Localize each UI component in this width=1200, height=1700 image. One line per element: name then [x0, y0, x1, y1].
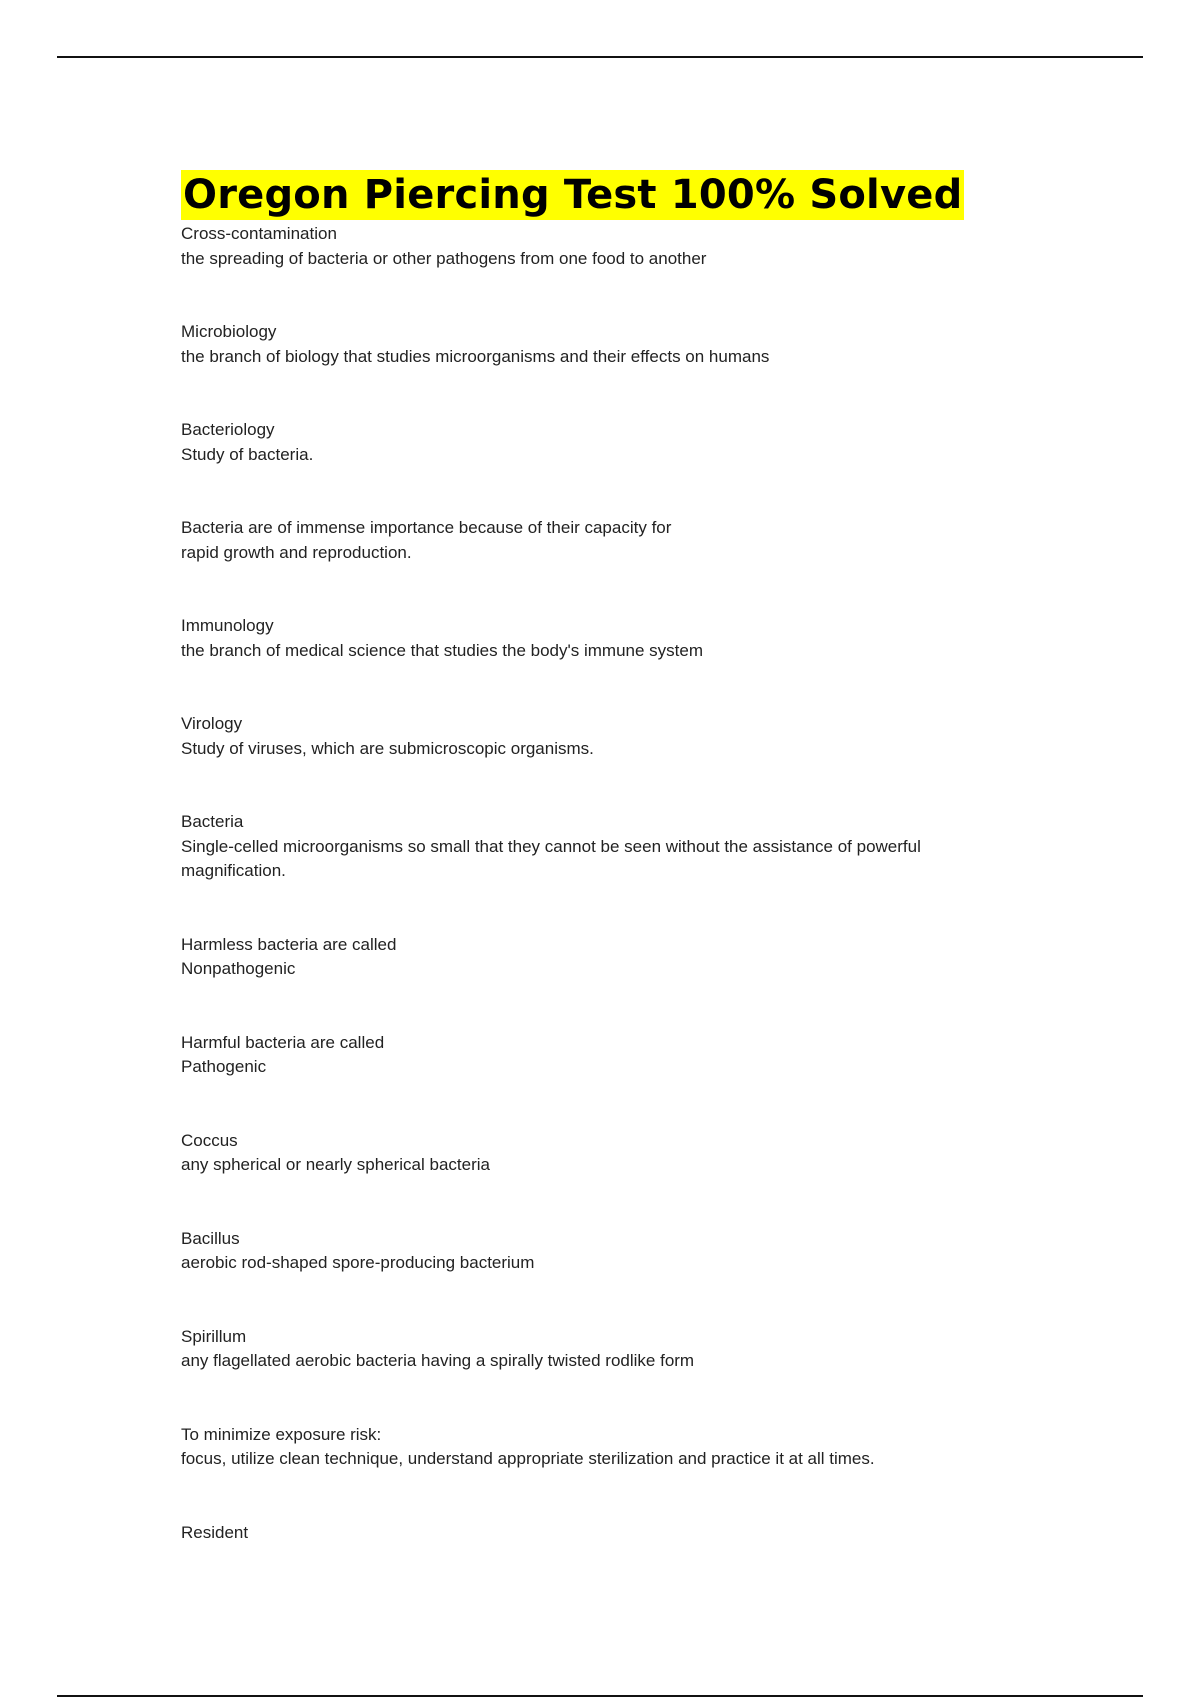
definition-text: the branch of biology that studies microorganisms and their effects on humans — [181, 346, 770, 366]
definition-text: Nonpathogenic — [181, 959, 296, 978]
definition-text: Study of viruses, which are submicroscopic organisms. — [181, 738, 594, 758]
definition-text: focus, utilize clean technique, understand appropriate sterilization and practice it at all times. — [181, 1449, 875, 1468]
definition-text: aerobic rod-shaped spore-producing bacterium — [181, 1253, 535, 1272]
definition-text: the spreading of bacteria or other pathogens from one food to another — [181, 248, 707, 268]
term-text: Immunology — [181, 616, 274, 635]
flashcard-entry — [181, 810, 1021, 884]
term-text: Microbiology — [181, 322, 277, 341]
document-body — [181, 170, 1021, 1594]
term-text: Resident — [181, 1522, 249, 1542]
flashcard-entry — [181, 418, 1021, 467]
term-text: Harmful bacteria are called — [181, 1032, 385, 1052]
definition-text: any spherical or nearly spherical bacteria — [181, 1155, 490, 1174]
flashcard-entry — [181, 614, 1021, 663]
footer-rule — [57, 1695, 1143, 1697]
flashcard-entry — [181, 933, 1021, 982]
flashcard-entry — [181, 1129, 1021, 1178]
term-text: Harmless bacteria are called — [181, 934, 397, 954]
flashcard-list — [181, 222, 1021, 1545]
term-text: To minimize exposure risk: — [181, 1424, 382, 1444]
definition-text: Single-celled microorganisms so small that they cannot be seen without the assistance of powerful magnification. — [181, 836, 921, 880]
term-text: Spirillum — [181, 1326, 247, 1346]
flashcard-entry — [181, 1031, 1021, 1080]
flashcard-entry — [181, 1325, 1021, 1374]
definition-text: rapid growth and reproduction. — [181, 542, 412, 562]
flashcard-entry — [181, 1423, 1021, 1472]
document-title: Oregon Piercing Test 100% Solved — [183, 172, 963, 218]
term-text: Cross-contamination — [181, 224, 337, 243]
term-text: Bacillus — [181, 1228, 240, 1248]
term-text: Bacteriology — [181, 420, 275, 439]
definition-text: Pathogenic — [181, 1057, 267, 1076]
definition-text: the branch of medical science that studies the body's immune system — [181, 640, 704, 660]
term-text: Bacteria — [181, 812, 244, 831]
flashcard-entry — [181, 1227, 1021, 1276]
definition-text: any flagellated aerobic bacteria having a spirally twisted rodlike form — [181, 1351, 695, 1370]
flashcard-entry — [181, 320, 1021, 369]
term-text: Bacteria are of immense importance because of their capacity for — [181, 518, 672, 537]
term-text: Coccus — [181, 1130, 238, 1150]
flashcard-entry — [181, 712, 1021, 761]
flashcard-entry — [181, 222, 1021, 271]
definition-text: Study of bacteria. — [181, 444, 314, 464]
term-text: Virology — [181, 714, 243, 733]
flashcard-entry — [181, 516, 1021, 565]
flashcard-entry — [181, 1521, 1021, 1546]
header-rule — [57, 56, 1143, 58]
